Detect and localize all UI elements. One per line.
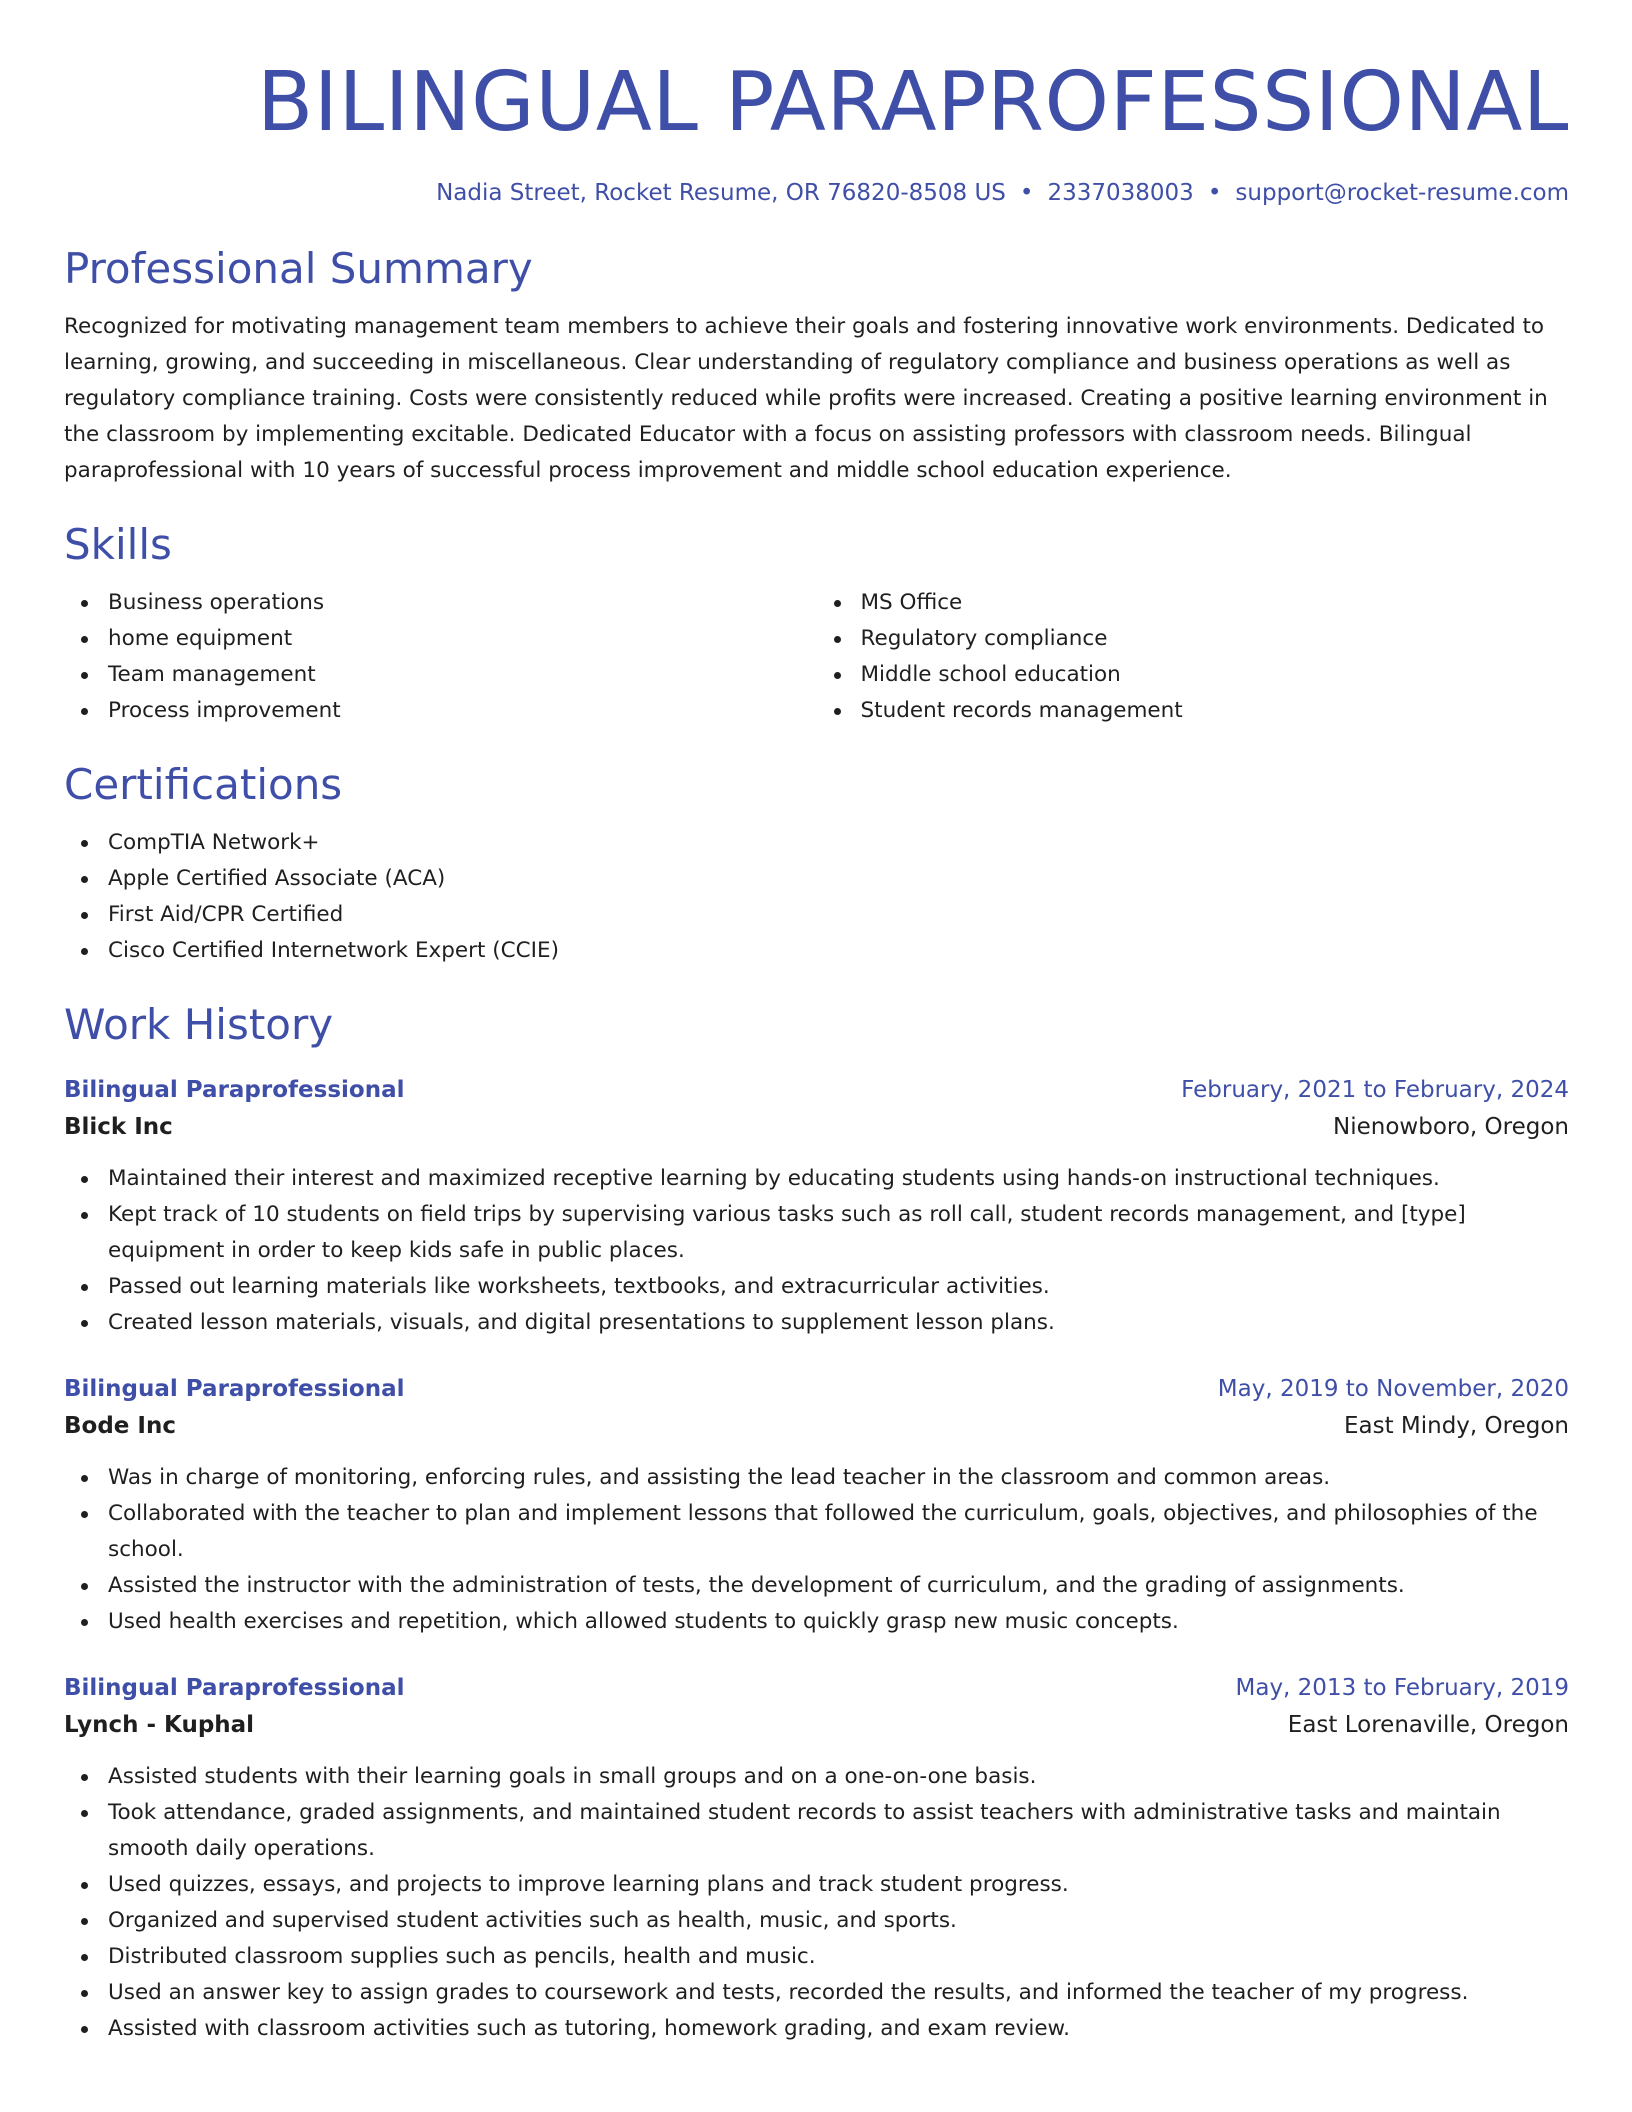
certifications-heading: Certifications — [64, 760, 343, 809]
separator-dot: • — [1019, 180, 1034, 206]
phone-number: 2337038003 — [1047, 180, 1194, 206]
job-bullet: Used an answer key to assign grades to coursework and tests, recorded the results, and informed the teacher of my progress. — [108, 1975, 1569, 2011]
job-bullet: Created lesson materials, visuals, and digital presentations to supplement lesson plans. — [108, 1305, 1569, 1341]
job-dates: May, 2013 to February, 2019 — [1235, 1675, 1569, 1701]
skill-item: home equipment — [108, 621, 817, 657]
job-title: Bilingual Paraprofessional — [64, 1077, 405, 1103]
summary-heading: Professional Summary — [64, 244, 533, 293]
job-bullet: Was in charge of monitoring, enforcing rules, and assisting the lead teacher in the classroom and common areas. — [108, 1460, 1569, 1496]
job-location: East Mindy, Oregon — [1343, 1413, 1569, 1439]
skill-item: Team management — [108, 657, 817, 693]
candidate-name: BILINGUAL PARAPROFESSIONAL — [257, 55, 1569, 150]
work-history-heading: Work History — [64, 1000, 334, 1049]
job-bullet: Used quizzes, essays, and projects to improve learning plans and track student progress. — [108, 1867, 1569, 1903]
certifications-list — [64, 825, 1569, 969]
contact-line — [64, 178, 1569, 208]
job-dates: May, 2019 to November, 2020 — [1217, 1376, 1569, 1402]
job-entry — [64, 1670, 1569, 2047]
summary-text: Recognized for motivating management team members to achieve their goals and fostering innovative work environments. Dedicated to learning, growing, and succeeding in miscellaneous. Clear understanding of regulatory compliance and business operations as well as regulatory compliance training. Costs were consistently reduced while profits were increased. Creating a positive learning environment in the classroom by implementing excitable. Dedicated Educator with a focus on assisting professors with classroom needs. Bilingual paraprofessional with 10 years of successful process improvement and middle school education experience. — [64, 314, 1548, 483]
job-entry — [64, 1072, 1569, 1341]
job-location: Nienowboro, Oregon — [1333, 1114, 1569, 1140]
separator-dot: • — [1207, 180, 1222, 206]
job-header — [64, 1072, 1569, 1108]
skill-item: Process improvement — [108, 693, 817, 729]
job-employer — [64, 1706, 1569, 1745]
skill-item: Business operations — [108, 585, 817, 621]
job-header — [64, 1670, 1569, 1706]
company-name: Lynch - Kuphal — [64, 1712, 255, 1738]
job-bullet: Distributed classroom supplies such as pencils, health and music. — [108, 1939, 1569, 1975]
job-bullet: Assisted with classroom activities such as tutoring, homework grading, and exam review. — [108, 2011, 1569, 2047]
certification-item: First Aid/CPR Certified — [108, 897, 1569, 933]
job-bullet: Assisted students with their learning goals in small groups and on a one-on-one basis. — [108, 1759, 1569, 1795]
job-bullets — [64, 1460, 1569, 1640]
skill-item: MS Office — [861, 585, 1570, 621]
job-header — [64, 1371, 1569, 1407]
job-employer — [64, 1407, 1569, 1446]
job-bullet: Assisted the instructor with the administration of tests, the development of curriculum, and the grading of assignments. — [108, 1568, 1569, 1604]
skills-heading: Skills — [64, 520, 172, 569]
resume-header — [64, 48, 1569, 208]
certification-item: CompTIA Network+ — [108, 825, 1569, 861]
certification-item: Cisco Certified Internetwork Expert (CCIE) — [108, 933, 1569, 969]
job-title: Bilingual Paraprofessional — [64, 1675, 405, 1701]
job-bullet: Kept track of 10 students on field trips by supervising various tasks such as roll call, student records management, and [type] equipment in order to keep kids safe in public places. — [108, 1197, 1569, 1269]
job-dates: February, 2021 to February, 2024 — [1181, 1077, 1569, 1103]
job-bullet: Passed out learning materials like worksheets, textbooks, and extracurricular activities. — [108, 1269, 1569, 1305]
email-address: support@rocket-resume.com — [1235, 180, 1569, 206]
job-employer — [64, 1108, 1569, 1147]
job-bullet: Maintained their interest and maximized receptive learning by educating students using hands-on instructional techniques. — [108, 1161, 1569, 1197]
job-bullet: Collaborated with the teacher to plan and implement lessons that followed the curriculum, goals, objectives, and philosophies of the school. — [108, 1496, 1569, 1568]
skills-list — [64, 585, 1569, 729]
skills-column-right — [817, 585, 1570, 729]
address: Nadia Street, Rocket Resume, OR 76820-8508 US — [436, 180, 1006, 206]
skill-item: Student records management — [861, 693, 1570, 729]
job-bullet: Organized and supervised student activities such as health, music, and sports. — [108, 1903, 1569, 1939]
skill-item: Middle school education — [861, 657, 1570, 693]
job-entry — [64, 1371, 1569, 1640]
job-location: East Lorenaville, Oregon — [1287, 1712, 1569, 1738]
job-bullet: Used health exercises and repetition, which allowed students to quickly grasp new music concepts. — [108, 1604, 1569, 1640]
job-title: Bilingual Paraprofessional — [64, 1376, 405, 1402]
job-bullets — [64, 1161, 1569, 1341]
certification-item: Apple Certified Associate (ACA) — [108, 861, 1569, 897]
skills-column-left — [64, 585, 817, 729]
company-name: Blick Inc — [64, 1114, 173, 1140]
company-name: Bode Inc — [64, 1413, 176, 1439]
skill-item: Regulatory compliance — [861, 621, 1570, 657]
job-bullet: Took attendance, graded assignments, and maintained student records to assist teachers with administrative tasks and maintain smooth daily operations. — [108, 1795, 1569, 1867]
job-bullets — [64, 1759, 1569, 2047]
